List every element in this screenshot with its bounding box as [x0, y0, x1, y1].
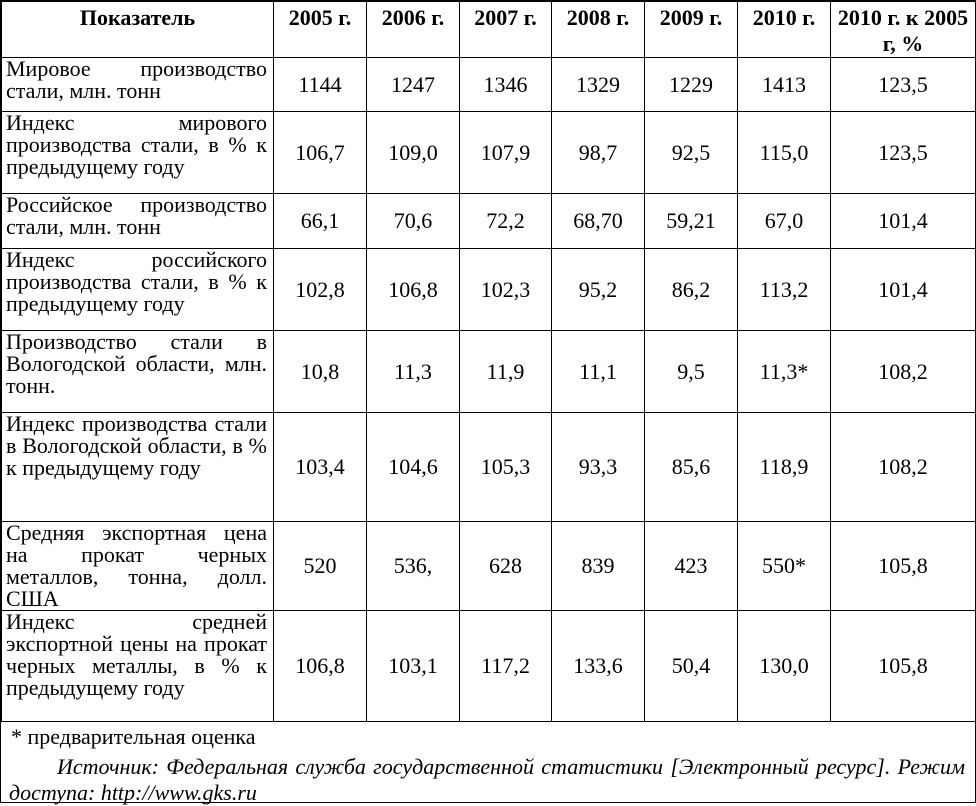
cell-value: 10,8 [274, 331, 367, 413]
cell-value: 106,8 [274, 611, 367, 722]
cell-value: 105,8 [831, 522, 976, 611]
column-header-2005: 2005 г. [274, 2, 367, 58]
cell-value: 101,4 [831, 194, 976, 249]
cell-value: 520 [274, 522, 367, 611]
cell-value: 67,0 [738, 194, 831, 249]
table-row [2, 112, 976, 194]
cell-value: 70,6 [367, 194, 460, 249]
cell-value: 85,6 [645, 413, 738, 522]
cell-value: 1413 [738, 58, 831, 112]
cell-value: 108,2 [831, 331, 976, 413]
row-label: Производство стали в Вологодской области, млн. тонн. [2, 331, 274, 413]
cell-value: 98,7 [552, 112, 645, 194]
cell-value: 105,8 [831, 611, 976, 722]
cell-value: 50,4 [645, 611, 738, 722]
column-header-2010-vs-2005: 2010 г. к 2005 г, % [831, 2, 976, 58]
cell-value: 118,9 [738, 413, 831, 522]
cell-value: 103,4 [274, 413, 367, 522]
table-row [2, 194, 976, 249]
steel-statistics-table [1, 1, 976, 722]
cell-value: 102,3 [460, 249, 552, 331]
column-header-2007: 2007 г. [460, 2, 552, 58]
cell-value: 550* [738, 522, 831, 611]
cell-value: 107,9 [460, 112, 552, 194]
cell-value: 72,2 [460, 194, 552, 249]
cell-value: 105,3 [460, 413, 552, 522]
table-row [2, 522, 976, 611]
row-label: Индекс средней экспортной цены на прокат черных металлы, в % к предыдущему году [2, 611, 274, 722]
table-row [2, 611, 976, 722]
cell-value: 93,3 [552, 413, 645, 522]
column-header-2008: 2008 г. [552, 2, 645, 58]
cell-value: 1229 [645, 58, 738, 112]
cell-value: 423 [645, 522, 738, 611]
cell-value: 11,1 [552, 331, 645, 413]
table-row [2, 413, 976, 522]
cell-value: 102,8 [274, 249, 367, 331]
table-row [2, 58, 976, 112]
cell-value: 9,5 [645, 331, 738, 413]
table-row [2, 249, 976, 331]
cell-value: 123,5 [831, 112, 976, 194]
row-label: Индекс мирового производства стали, в % к предыдущему году [2, 112, 274, 194]
cell-value: 117,2 [460, 611, 552, 722]
cell-value: 86,2 [645, 249, 738, 331]
cell-value: 130,0 [738, 611, 831, 722]
cell-value: 92,5 [645, 112, 738, 194]
cell-value: 1247 [367, 58, 460, 112]
cell-value: 104,6 [367, 413, 460, 522]
cell-value: 103,1 [367, 611, 460, 722]
row-label: Индекс российского производства стали, в % к предыдущему году [2, 249, 274, 331]
row-label: Мировое производство стали, млн. тонн [2, 58, 274, 112]
header-row [2, 2, 976, 58]
cell-value: 68,70 [552, 194, 645, 249]
cell-value: 628 [460, 522, 552, 611]
row-label: Средняя экспортная цена на прокат черных металлов, тонна, долл. США [2, 522, 274, 611]
cell-value: 108,2 [831, 413, 976, 522]
cell-value: 11,3 [367, 331, 460, 413]
source-citation: Источник: Федеральная служба государственной статистики [Электронный ресурс]. Режим доступа: http://www.gks.ru [9, 754, 965, 805]
cell-value: 11,3* [738, 331, 831, 413]
column-header-2009: 2009 г. [645, 2, 738, 58]
cell-value: 133,6 [552, 611, 645, 722]
cell-value: 59,21 [645, 194, 738, 249]
cell-value: 101,4 [831, 249, 976, 331]
row-label: Индекс производства стали в Вологодской области, в % к предыдущему году [2, 413, 274, 522]
cell-value: 1144 [274, 58, 367, 112]
row-label: Российское производство стали, млн. тонн [2, 194, 274, 249]
cell-value: 109,0 [367, 112, 460, 194]
column-header-2006: 2006 г. [367, 2, 460, 58]
cell-value: 1329 [552, 58, 645, 112]
cell-value: 536, [367, 522, 460, 611]
cell-value: 95,2 [552, 249, 645, 331]
column-header-indicator: Показатель [2, 2, 274, 58]
cell-value: 839 [552, 522, 645, 611]
cell-value: 1346 [460, 58, 552, 112]
cell-value: 123,5 [831, 58, 976, 112]
table-row [2, 331, 976, 413]
footnote: * предварительная оценка [11, 724, 256, 749]
cell-value: 113,2 [738, 249, 831, 331]
cell-value: 106,8 [367, 249, 460, 331]
column-header-2010: 2010 г. [738, 2, 831, 58]
cell-value: 11,9 [460, 331, 552, 413]
cell-value: 106,7 [274, 112, 367, 194]
cell-value: 66,1 [274, 194, 367, 249]
cell-value: 115,0 [738, 112, 831, 194]
